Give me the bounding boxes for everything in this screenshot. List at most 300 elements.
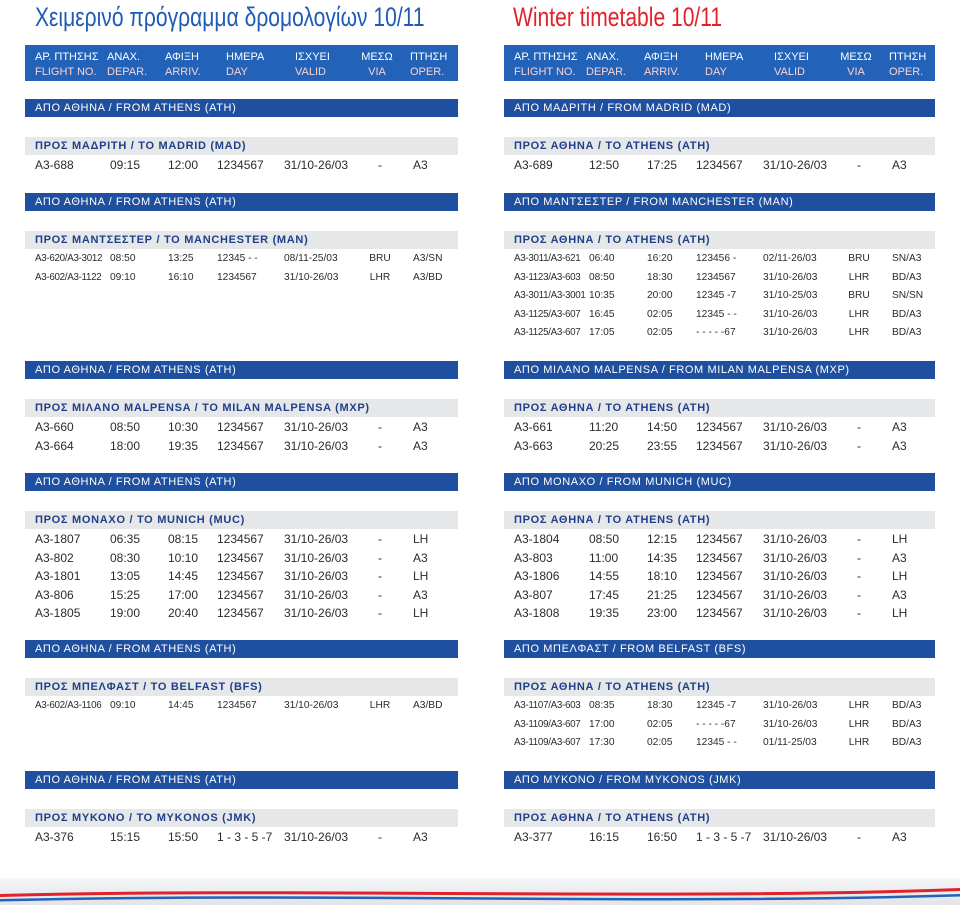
via-airport-cell: BRU (369, 253, 391, 264)
validity-period-cell: 01/11-25/03 (763, 737, 817, 748)
flight-row (25, 530, 458, 549)
flight-number-cell: A3-602/A3-1122 (35, 271, 102, 283)
flight-number-cell: A3-1807 (35, 532, 81, 546)
flight-number-cell: A3-663 (514, 438, 553, 453)
flight-number-cell: A3-661 (514, 420, 553, 434)
day-header: ΗΜΕΡΑ (705, 51, 744, 63)
via-airport-cell: - (857, 532, 861, 546)
validity-period-cell: 08/11-25/03 (284, 253, 338, 264)
destination-subheader: ΠΡΟΣ ΜΑΔΡΙΤΗ / TO MADRID (MAD) (25, 137, 458, 155)
route-block (25, 99, 458, 175)
arrival-time-cell: 14:45 (168, 700, 194, 711)
day-header: ΗΜΕΡΑ (226, 51, 265, 63)
destination-subheader: ΠΡΟΣ ΜΟΝΑΧΟ / TO MUNICH (MUC) (25, 511, 458, 529)
flight-row (25, 250, 458, 269)
origin-section-bar: ΑΠΟ ΜΙΛΑΝΟ MALPENSA / FROM MILAN MALPENSA (MXP) (504, 361, 935, 379)
flight-row (504, 269, 935, 288)
route-block (25, 193, 458, 287)
flight-row (25, 586, 458, 605)
valid-header: VALID (295, 66, 326, 78)
validity-period-cell: 31/10-26/03 (763, 587, 828, 602)
arrival-time-cell: 16:50 (647, 830, 678, 844)
destination-subheader: ΠΡΟΣ ΑΘΗΝΑ / TO ATHENS (ATH) (504, 137, 935, 155)
days-of-operation-cell: 1234567 (696, 420, 743, 434)
operating-carrier-cell: A3 (413, 830, 428, 844)
operating-carrier-cell: SN/A3 (892, 253, 922, 264)
via-airport-cell: - (378, 438, 382, 453)
destination-subheader: ΠΡΟΣ ΑΘΗΝΑ / TO ATHENS (ATH) (504, 399, 935, 417)
days-of-operation-cell: 1234567 (217, 420, 264, 434)
flight-row (25, 697, 458, 716)
via-airport-cell: LHR (848, 308, 870, 320)
column-header-band (25, 45, 458, 81)
departure-header: ΑΝΑΧ. (107, 51, 141, 63)
flight-number-cell: A3-1109/A3-607 (514, 718, 581, 730)
flight-rows (25, 697, 458, 716)
flight-rows (504, 697, 935, 753)
operating-carrier-cell: A3 (413, 158, 428, 172)
arrival-header: ARRIV. (644, 66, 680, 78)
operator-header: OPER. (889, 66, 924, 78)
departure-time-cell: 17:30 (589, 737, 615, 748)
via-airport-cell: - (857, 569, 861, 583)
operating-carrier-cell: LH (892, 569, 908, 583)
departure-time-cell: 06:35 (110, 532, 141, 546)
departure-time-cell: 09:10 (110, 271, 136, 283)
origin-section-bar: ΑΠΟ ΜΑΝΤΣΕΣΤΕΡ / FROM MANCHESTER (MAN) (504, 193, 935, 211)
validity-period-cell: 31/10-26/03 (763, 308, 818, 320)
departure-time-cell: 15:15 (110, 830, 141, 844)
days-of-operation-cell: 1234567 (217, 606, 264, 620)
flight-row (504, 549, 935, 568)
flight-row (25, 549, 458, 568)
via-airport-cell: LHR (369, 271, 391, 283)
days-of-operation-cell: - - - - -67 (696, 327, 736, 338)
flight-row (504, 437, 935, 456)
days-of-operation-cell: 1234567 (696, 550, 743, 565)
operating-carrier-cell: SN/SN (892, 290, 924, 301)
flight-rows (25, 156, 458, 175)
departure-time-cell: 11:20 (589, 420, 619, 434)
flight-number-cell: A3-803 (514, 550, 553, 565)
departure-time-cell: 09:10 (110, 700, 136, 711)
arrival-time-cell: 17:25 (647, 158, 678, 172)
arrival-time-cell: 13:25 (168, 253, 194, 264)
route-block (504, 640, 935, 753)
flight-row (25, 418, 458, 437)
via-airport-cell: - (378, 550, 382, 565)
departure-time-cell: 17:00 (589, 718, 615, 730)
flight-row (25, 604, 458, 623)
validity-period-cell: 31/10-26/03 (763, 532, 828, 546)
origin-section-bar: ΑΠΟ ΜΟΝΑΧΟ / FROM MUNICH (MUC) (504, 473, 935, 491)
arrival-time-cell: 20:00 (647, 290, 673, 301)
flight-rows (504, 828, 935, 847)
via-airport-cell: - (378, 158, 382, 172)
validity-period-cell: 31/10-26/03 (284, 550, 349, 565)
validity-period-cell: 31/10-26/03 (763, 271, 818, 283)
flight-row (504, 697, 935, 716)
flight-number-cell: A3-1808 (514, 606, 560, 620)
arrival-time-cell: 10:30 (168, 420, 199, 434)
flight-row (25, 156, 458, 175)
via-header: ΜΕΣΩ (840, 51, 872, 63)
days-of-operation-cell: 1234567 (217, 700, 257, 711)
flight-row (504, 287, 935, 306)
route-block (25, 361, 458, 455)
operating-carrier-cell: LH (413, 569, 429, 583)
days-of-operation-cell: 1234567 (696, 438, 743, 453)
operating-carrier-cell: A3 (892, 830, 907, 844)
flight-rows (504, 156, 935, 175)
via-airport-cell: - (378, 569, 382, 583)
arrival-time-cell: 08:15 (168, 532, 199, 546)
operating-carrier-cell: LH (892, 532, 908, 546)
origin-section-bar: ΑΠΟ ΜΥΚΟΝΟ / FROM MYKONOS (JMK) (504, 771, 935, 789)
via-airport-cell: - (857, 587, 861, 602)
departure-time-cell: 08:50 (589, 532, 620, 546)
via-header: VIA (847, 66, 865, 78)
origin-section-bar: ΑΠΟ ΜΠΕΛΦΑΣΤ / FROM BELFAST (BFS) (504, 640, 935, 658)
flight-number-cell: A3-660 (35, 420, 74, 434)
arrival-time-cell: 12:00 (168, 158, 199, 172)
ribbon-background (0, 878, 960, 905)
arrival-header: ΑΦΙΞΗ (644, 51, 678, 63)
via-airport-cell: BRU (848, 290, 870, 301)
flight-row (504, 567, 935, 586)
flight-rows (25, 418, 458, 455)
days-of-operation-cell: 1234567 (696, 587, 743, 602)
origin-section-bar: ΑΠΟ ΑΘΗΝΑ / FROM ATHENS (ATH) (25, 473, 458, 491)
operating-carrier-cell: LH (413, 532, 429, 546)
operator-header: ΠΤΗΣΗ (889, 51, 927, 63)
via-airport-cell: - (857, 550, 861, 565)
flight-row (504, 530, 935, 549)
flight-number-cell: A3-602/A3-1106 (35, 700, 102, 711)
flight-rows (25, 250, 458, 287)
via-airport-cell: - (857, 158, 861, 172)
departure-time-cell: 13:05 (110, 569, 141, 583)
departure-time-cell: 16:15 (589, 830, 620, 844)
via-airport-cell: - (378, 587, 382, 602)
departure-time-cell: 15:25 (110, 587, 141, 602)
flight-number-cell: A3-1801 (35, 569, 81, 583)
arrival-time-cell: 23:00 (647, 606, 678, 620)
via-airport-cell: LHR (848, 737, 870, 748)
arrival-time-cell: 14:50 (647, 420, 678, 434)
days-of-operation-cell: 1 - 3 - 5 -7 (217, 830, 273, 844)
via-airport-cell: BRU (848, 253, 870, 264)
days-of-operation-cell: 1234567 (217, 550, 264, 565)
departure-time-cell: 14:55 (589, 569, 620, 583)
via-airport-cell: LHR (848, 327, 870, 338)
validity-period-cell: 31/10-26/03 (284, 420, 349, 434)
departure-time-cell: 19:35 (589, 606, 620, 620)
flight-row (25, 567, 458, 586)
days-of-operation-cell: 12345 -7 (696, 290, 737, 301)
operating-carrier-cell: A3 (892, 550, 907, 565)
flight-number-cell: A3-376 (35, 830, 74, 844)
operating-carrier-cell: BD/A3 (892, 718, 922, 730)
departure-time-cell: 08:35 (589, 700, 615, 711)
arrival-time-cell: 18:30 (647, 700, 673, 711)
days-of-operation-cell: 12345 - - (696, 308, 737, 320)
via-airport-cell: - (857, 420, 861, 434)
departure-time-cell: 20:25 (589, 438, 620, 453)
days-of-operation-cell: 1234567 (696, 569, 743, 583)
arrival-header: ΑΦΙΞΗ (165, 51, 199, 63)
flight-row (504, 306, 935, 325)
validity-period-cell: 31/10-26/03 (284, 158, 349, 172)
departure-time-cell: 17:45 (589, 587, 620, 602)
arrival-time-cell: 21:25 (647, 587, 678, 602)
operating-carrier-cell: A3 (892, 158, 907, 172)
validity-period-cell: 31/10-26/03 (284, 569, 349, 583)
route-block (25, 473, 458, 623)
operating-carrier-cell: A3/SN (413, 253, 443, 264)
flight-number-cell: A3-1805 (35, 606, 81, 620)
departure-time-cell: 08:50 (589, 271, 615, 283)
destination-subheader: ΠΡΟΣ ΑΘΗΝΑ / TO ATHENS (ATH) (504, 678, 935, 696)
validity-period-cell: 31/10-26/03 (763, 700, 818, 711)
column-header-line-english (504, 45, 935, 81)
via-header: ΜΕΣΩ (361, 51, 393, 63)
via-airport-cell: LHR (848, 718, 870, 730)
operating-carrier-cell: A3 (413, 420, 428, 434)
days-of-operation-cell: 1234567 (217, 587, 264, 602)
validity-period-cell: 31/10-26/03 (763, 438, 828, 453)
departure-time-cell: 08:50 (110, 420, 141, 434)
route-block (504, 771, 935, 847)
arrival-time-cell: 02:05 (647, 327, 673, 338)
validity-period-cell: 31/10-26/03 (763, 327, 818, 338)
route-block (504, 361, 935, 455)
operating-carrier-cell: A3 (892, 438, 907, 453)
destination-subheader: ΠΡΟΣ ΑΘΗΝΑ / TO ATHENS (ATH) (504, 231, 935, 249)
flight-rows (25, 530, 458, 623)
departure-header: ΑΝΑΧ. (586, 51, 620, 63)
operating-carrier-cell: A3/BD (413, 271, 443, 283)
days-of-operation-cell: 12345 -7 (696, 700, 737, 711)
origin-section-bar: ΑΠΟ ΑΘΗΝΑ / FROM ATHENS (ATH) (25, 99, 458, 117)
departure-time-cell: 10:35 (589, 290, 615, 301)
flight-rows (504, 250, 935, 343)
destination-subheader: ΠΡΟΣ ΜΥΚΟΝΟ / TO MYKONOS (JMK) (25, 809, 458, 827)
flight-rows (504, 530, 935, 623)
validity-period-cell: 31/10-26/03 (763, 830, 828, 844)
arrival-header: ARRIV. (165, 66, 201, 78)
validity-period-cell: 31/10-26/03 (284, 587, 349, 602)
departure-time-cell: 12:50 (589, 158, 620, 172)
days-of-operation-cell: 1234567 (696, 271, 736, 283)
operating-carrier-cell: A3 (413, 550, 428, 565)
days-of-operation-cell: 1 - 3 - 5 -7 (696, 830, 752, 844)
arrival-time-cell: 19:35 (168, 438, 199, 453)
flight-row (504, 716, 935, 735)
flight-number-cell: A3-688 (35, 158, 74, 172)
flight-number-cell: A3-806 (35, 587, 74, 602)
origin-section-bar: ΑΠΟ ΑΘΗΝΑ / FROM ATHENS (ATH) (25, 361, 458, 379)
flight-row (504, 156, 935, 175)
flight-number-cell: A3-620/A3-3012 (35, 253, 103, 264)
validity-period-cell: 31/10-26/03 (284, 271, 339, 283)
flight-number-cell: A3-802 (35, 550, 74, 565)
via-airport-cell: - (378, 606, 382, 620)
departure-time-cell: 11:00 (589, 550, 619, 565)
arrival-time-cell: 23:55 (647, 438, 678, 453)
destination-subheader: ΠΡΟΣ ΜΠΕΛΦΑΣΤ / TO BELFAST (BFS) (25, 678, 458, 696)
flight-row (25, 437, 458, 456)
arrival-time-cell: 18:10 (647, 569, 678, 583)
flight-number-cell: A3-689 (514, 158, 553, 172)
arrival-time-cell: 20:40 (168, 606, 199, 620)
days-of-operation-cell: 1234567 (696, 606, 743, 620)
validity-period-cell: 31/10-26/03 (284, 830, 349, 844)
arrival-time-cell: 14:45 (168, 569, 199, 583)
operating-carrier-cell: BD/A3 (892, 271, 922, 283)
route-block (25, 771, 458, 847)
flight-number-cell: A3-1107/A3-603 (514, 700, 581, 711)
days-of-operation-cell: 1234567 (696, 158, 743, 172)
departure-time-cell: 08:30 (110, 550, 141, 565)
via-airport-cell: - (857, 830, 861, 844)
validity-period-cell: 31/10-26/03 (284, 532, 349, 546)
column-header-band (504, 45, 935, 81)
via-airport-cell: - (378, 420, 382, 434)
day-header: DAY (705, 66, 727, 78)
column-header-line-english (25, 45, 458, 81)
origin-section-bar: ΑΠΟ ΑΘΗΝΑ / FROM ATHENS (ATH) (25, 640, 458, 658)
days-of-operation-cell: 1234567 (217, 158, 264, 172)
days-of-operation-cell: 12345 - - (217, 253, 258, 264)
destination-subheader: ΠΡΟΣ ΑΘΗΝΑ / TO ATHENS (ATH) (504, 809, 935, 827)
arrival-time-cell: 18:30 (647, 271, 673, 283)
flight-row (25, 828, 458, 847)
flight-number-cell: A3-377 (514, 830, 553, 844)
flight-number-cell: A3-1806 (514, 569, 560, 583)
days-of-operation-cell: 1234567 (217, 569, 264, 583)
via-airport-cell: - (857, 438, 861, 453)
flight-rows (504, 418, 935, 455)
flight-no-header: FLIGHT NO. (514, 66, 576, 78)
flight-no-header: ΑΡ. ΠΤΗΣΗΣ (514, 51, 578, 63)
operating-carrier-cell: LH (413, 606, 429, 620)
arrival-time-cell: 10:10 (168, 550, 199, 565)
validity-period-cell: 31/10-25/03 (763, 290, 818, 301)
validity-period-cell: 31/10-26/03 (763, 718, 818, 730)
flight-no-header: ΑΡ. ΠΤΗΣΗΣ (35, 51, 99, 63)
destination-subheader: ΠΡΟΣ ΑΘΗΝΑ / TO ATHENS (ATH) (504, 511, 935, 529)
destination-subheader: ΠΡΟΣ ΜΙΛΑΝΟ MALPENSA / TO MILAN MALPENSA (MXP) (25, 399, 458, 417)
departure-header: DEPAR. (586, 66, 627, 78)
inbound-to-athens-panel (504, 0, 935, 905)
operator-header: OPER. (410, 66, 445, 78)
validity-period-cell: 31/10-26/03 (284, 700, 339, 711)
valid-header: VALID (774, 66, 805, 78)
origin-section-bar: ΑΠΟ ΜΑΔΡΙΤΗ / FROM MADRID (MAD) (504, 99, 935, 117)
flight-row (504, 250, 935, 269)
flight-number-cell: A3-807 (514, 587, 553, 602)
via-header: VIA (368, 66, 386, 78)
flight-no-header: FLIGHT NO. (35, 66, 97, 78)
flight-number-cell: A3-1125/A3-607 (514, 308, 581, 320)
days-of-operation-cell: 12345 - - (696, 737, 737, 748)
arrival-time-cell: 15:50 (168, 830, 199, 844)
days-of-operation-cell: 1234567 (217, 532, 264, 546)
flight-number-cell: A3-3011/A3-3001 (514, 290, 586, 301)
operator-header: ΠΤΗΣΗ (410, 51, 448, 63)
operating-carrier-cell: BD/A3 (892, 327, 922, 338)
operating-carrier-cell: LH (892, 606, 908, 620)
departure-time-cell: 08:50 (110, 253, 136, 264)
operating-carrier-cell: A3/BD (413, 700, 443, 711)
footer-ribbon (0, 878, 960, 905)
days-of-operation-cell: 1234567 (696, 532, 743, 546)
validity-period-cell: 31/10-26/03 (284, 606, 349, 620)
departure-header: DEPAR. (107, 66, 148, 78)
via-airport-cell: LHR (848, 271, 870, 283)
operating-carrier-cell: A3 (413, 587, 428, 602)
title-greek: Χειμερινό πρόγραμμα δρομολογίων 10/11 (35, 2, 425, 32)
days-of-operation-cell: - - - - -67 (696, 718, 736, 730)
flight-row (504, 734, 935, 753)
arrival-time-cell: 12:15 (647, 532, 678, 546)
days-of-operation-cell: 1234567 (217, 271, 257, 283)
validity-period-cell: 31/10-26/03 (763, 420, 828, 434)
validity-period-cell: 31/10-26/03 (284, 438, 349, 453)
departure-time-cell: 09:15 (110, 158, 141, 172)
flight-number-cell: A3-1804 (514, 532, 560, 546)
via-airport-cell: - (857, 606, 861, 620)
arrival-time-cell: 16:20 (647, 253, 673, 264)
flight-number-cell: A3-664 (35, 438, 74, 453)
validity-period-cell: 31/10-26/03 (763, 569, 828, 583)
arrival-time-cell: 02:05 (647, 737, 673, 748)
flight-rows (25, 828, 458, 847)
flight-number-cell: A3-1123/A3-603 (514, 271, 581, 283)
operating-carrier-cell: BD/A3 (892, 308, 922, 320)
departure-time-cell: 06:40 (589, 253, 615, 264)
route-block (25, 640, 458, 716)
origin-section-bar: ΑΠΟ ΑΘΗΝΑ / FROM ATHENS (ATH) (25, 771, 458, 789)
route-block (504, 473, 935, 623)
departure-time-cell: 16:45 (589, 308, 615, 320)
operating-carrier-cell: A3 (413, 438, 428, 453)
flight-row (25, 269, 458, 288)
flight-number-cell: A3-1109/A3-607 (514, 737, 581, 748)
departure-time-cell: 19:00 (110, 606, 141, 620)
arrival-time-cell: 16:10 (168, 271, 194, 283)
arrival-time-cell: 17:00 (168, 587, 199, 602)
destination-subheader: ΠΡΟΣ ΜΑΝΤΣΕΣΤΕΡ / TO MANCHESTER (MAN) (25, 231, 458, 249)
arrival-time-cell: 02:05 (647, 308, 673, 320)
day-header: DAY (226, 66, 248, 78)
route-block (504, 193, 935, 343)
origin-section-bar: ΑΠΟ ΑΘΗΝΑ / FROM ATHENS (ATH) (25, 193, 458, 211)
operating-carrier-cell: A3 (892, 420, 907, 434)
via-airport-cell: - (378, 532, 382, 546)
days-of-operation-cell: 1234567 (217, 438, 264, 453)
flight-number-cell: A3-3011/A3-621 (514, 253, 581, 264)
operating-carrier-cell: BD/A3 (892, 737, 922, 748)
validity-period-cell: 31/10-26/03 (763, 550, 828, 565)
arrival-time-cell: 02:05 (647, 718, 673, 730)
via-airport-cell: LHR (848, 700, 870, 711)
via-airport-cell: - (378, 830, 382, 844)
validity-period-cell: 31/10-26/03 (763, 606, 828, 620)
flight-row (504, 418, 935, 437)
flight-row (504, 828, 935, 847)
